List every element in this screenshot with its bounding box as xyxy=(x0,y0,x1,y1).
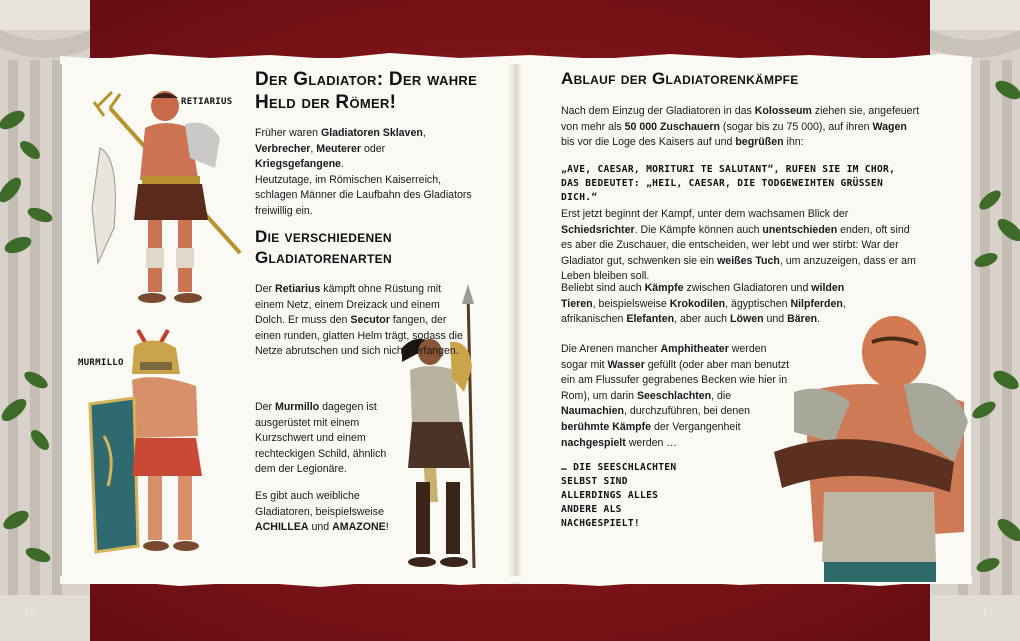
bold-term: Retiarius xyxy=(275,283,321,295)
bold-term: weißes Tuch xyxy=(717,254,780,267)
intro-paragraph: Heutzutage, im Römischen Kaiserreich, schlagen Männer die Laufbahn des Gladiators freiwillig ein. xyxy=(255,173,472,217)
text-span: Der xyxy=(255,283,276,295)
bold-term: Meuterer xyxy=(316,142,361,155)
bold-term: Murmillo xyxy=(275,401,320,413)
murmillo-text xyxy=(255,400,390,478)
bold-term: Bären xyxy=(787,313,818,326)
bold-term: Naumachien xyxy=(561,405,624,418)
naumachia-text xyxy=(561,342,793,451)
text-span: und xyxy=(308,521,333,534)
text-span: werden sogar mit xyxy=(561,343,767,371)
fight-text xyxy=(561,207,923,285)
closing-remark: … DIE SEESCHLACHTEN SELBST SIND ALLERDINGS ALLES ANDERE ALS NACHGESPIELT! xyxy=(561,462,677,529)
bold-term: Nilpferden xyxy=(790,297,843,310)
bold-term: nachgespielt xyxy=(561,436,626,449)
page-number-left: 16 xyxy=(24,606,37,618)
bold-term: Secutor xyxy=(350,314,390,327)
text-span: zwischen Gladiatoren und xyxy=(683,282,812,294)
text-span: Die Arenen mancher xyxy=(561,343,661,355)
bold-term: Verbrecher xyxy=(255,142,311,155)
page-title-gladiator: Der Gladiator: Der wahre Held der Römer! xyxy=(255,69,478,113)
bold-term: Kriegsgefangene xyxy=(255,158,341,171)
bold-term: Wasser xyxy=(607,358,645,371)
text-span: , xyxy=(422,127,426,139)
torn-edge-top xyxy=(60,50,972,64)
bold-term: Seeschlachten xyxy=(636,389,712,402)
bold-term: berühmte Kämpfe xyxy=(561,420,652,433)
bold-term: begrüßen xyxy=(735,136,784,149)
page-number-right: 17 xyxy=(982,606,995,618)
text-span: ! xyxy=(385,521,389,534)
text-span: Erst jetzt beginnt der Kampf, unter dem wachsamen Blick der xyxy=(561,208,849,220)
text-span: , afrikanischen xyxy=(561,297,846,326)
bold-term: Gladiatoren Sklaven xyxy=(320,127,423,139)
text-span: . xyxy=(340,158,344,171)
section-title-types: Die verschiedenen Gladiatorenarten xyxy=(255,227,392,267)
text-span: der Vergangenheit xyxy=(651,420,741,433)
page-title-fights: Ablauf der Gladiatorenkämpfe xyxy=(561,69,799,88)
text-span: bis vor die Loge des Kaisers auf und xyxy=(561,136,736,149)
text-span: und xyxy=(763,313,788,326)
text-span: Früher waren xyxy=(255,127,321,139)
animal-fights-text xyxy=(561,281,861,328)
text-span: fangen, der einen runden, glatten Helm trägt, sodass die Netze abrutschen und sich nicht verfangen. xyxy=(255,314,463,358)
text-span: , xyxy=(310,142,317,155)
text-span: , durchzuführen, bei denen xyxy=(624,405,751,418)
arrival-text xyxy=(561,104,923,151)
bold-term: ACHILLEA xyxy=(255,521,309,534)
bold-term: AMAZONE xyxy=(332,521,386,534)
text-span: , aber auch xyxy=(674,313,731,326)
text-span: enden, oft sind es aber die Zuschauer, die entscheiden, wer lebt und wer stirbt: War der Gladiator gut, schwenken sie ein xyxy=(561,223,910,267)
text-span: dagegen ist ausgerüstet mit einem Kurzschwert und einem rechteckigen Schild, ähnlich dem der Legionäre. xyxy=(255,401,387,476)
text-span: . xyxy=(817,313,821,326)
text-span: Der xyxy=(255,401,276,413)
bold-term: unentschieden xyxy=(762,223,838,236)
text-span: Beliebt sind auch xyxy=(561,282,645,294)
retiarius-text xyxy=(255,282,465,360)
text-span: , die xyxy=(711,389,732,402)
retiarius-illustration xyxy=(90,88,255,313)
bold-term: Wagen xyxy=(872,120,907,133)
bold-term: Krokodilen xyxy=(669,297,726,310)
text-span: werden … xyxy=(625,436,677,449)
bold-term: Schiedsrichter xyxy=(561,223,635,236)
text-span: (sogar bis zu 75 000), auf ihren xyxy=(719,120,873,133)
text-span: oder xyxy=(361,142,386,155)
bold-term: Löwen xyxy=(730,313,764,326)
text-span: Nach dem Einzug der Gladiatoren in das xyxy=(561,105,755,117)
text-span: ihn: xyxy=(783,136,804,149)
bold-term: wilden Tieren xyxy=(561,282,845,310)
book-gutter xyxy=(508,58,522,584)
text-span: , ägyptischen xyxy=(725,297,791,310)
bold-term: 50 000 Zuschauern xyxy=(624,120,720,133)
label-murmillo: MURMILLO xyxy=(78,358,124,368)
text-span: kämpft ohne Rüstung mit einem Netz, einem Dreizack und einem Dolch. Er muss den xyxy=(255,283,442,327)
bold-term: Amphitheater xyxy=(660,343,729,355)
bold-term: Elefanten xyxy=(626,313,675,326)
text-span: . Die Kämpfe können auch xyxy=(634,223,763,236)
text-span: , um anzuzeigen, dass er am Leben bleiben soll. xyxy=(561,254,916,283)
text-span: , beispielsweise xyxy=(592,297,670,310)
intro-text xyxy=(255,126,475,220)
female-gladiators-text xyxy=(255,489,395,536)
text-span: gefüllt (oder aber man benutzt ein am Flussufer gegrabenes Becken wie hier in Rom), um darin xyxy=(561,358,790,402)
label-retiarius: RETIARIUS xyxy=(181,97,233,107)
quote-ave-caesar: „AVE, CAESAR, MORITURI TE SALUTANT“, RUFEN SIE IM CHOR, DAS BEDEUTET: „HEIL, CAESAR, DIE TODGEWEIHTEN GRÜSSEN DICH.“ xyxy=(561,164,896,203)
bold-term: Kämpfe xyxy=(644,282,684,294)
text-span: ziehen sie, angefeuert von mehr als xyxy=(561,105,920,133)
bold-term: Kolosseum xyxy=(754,105,812,117)
text-span: Es gibt auch weibliche Gladiatoren, beispielsweise xyxy=(255,490,384,518)
